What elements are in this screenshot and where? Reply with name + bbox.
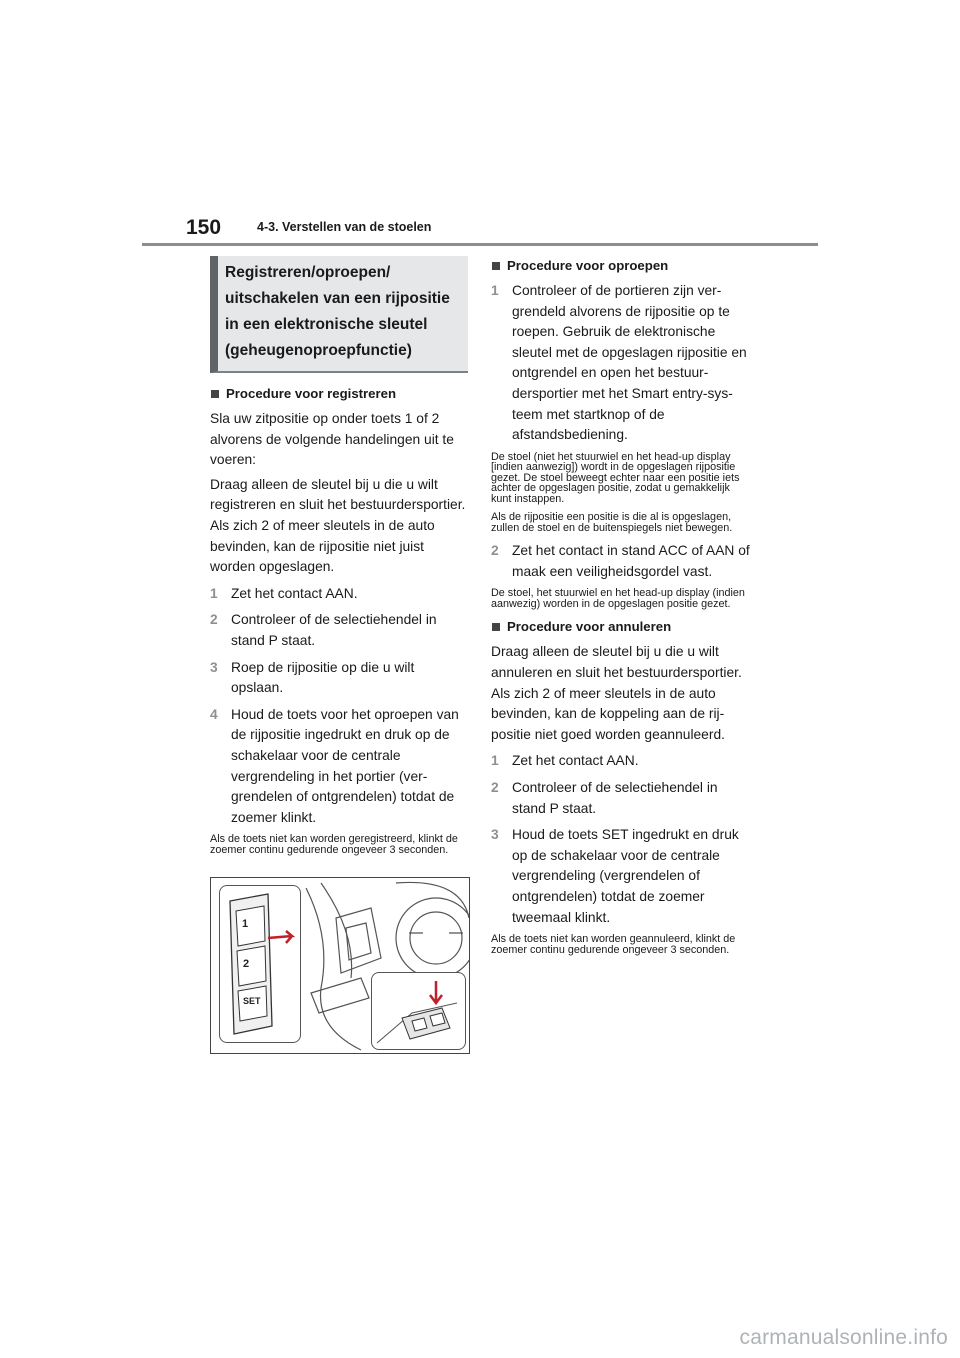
recall-note: Als de rijpositie een positie is die al is opgeslagen, zullen de stoel en de buitenspiegels niet bewegen. — [491, 511, 733, 534]
right-column — [491, 256, 753, 963]
watermark: carmanualsonline.info — [739, 1326, 948, 1349]
step-text: Controleer of de selectiehendel in stand P staat. — [231, 612, 437, 648]
register-note: Als de toets niet kan worden geregistreerd, klinkt de zoemer continu gedurende ongeveer 3 seconden. — [210, 833, 458, 856]
topic-title-line: (geheugenoproepfunctie) — [225, 342, 412, 359]
lock-switch-inset — [371, 972, 466, 1050]
left-column — [210, 256, 468, 863]
step-text: Zet het contact AAN. — [231, 585, 358, 601]
recall-note: De stoel (niet het stuurwiel en het head-up display [indien aanwezig]) wordt in de opgeslagen rijpositie gezet. De stoel beweegt echter naar een positie iets achter de opgeslagen positie, zodat u gemakkelijk kunt instappen. — [491, 450, 740, 505]
square-bullet-icon — [492, 262, 500, 270]
cancel-note: Als de toets niet kan worden geannuleerd, klinkt de zoemer continu gedurende ongeveer 3 seconden. — [491, 933, 736, 956]
step-number: 3 — [210, 659, 218, 675]
register-intro: Sla uw zitpositie op onder toets 1 of 2 alvorens de volgende handelingen uit te voeren: — [210, 411, 454, 468]
register-intro: Draag alleen de sleutel bij u die u wilt registreren en sluit het bestuurdersportier. — [210, 476, 466, 513]
step-text: Zet het contact in stand ACC of AAN of maak een veiligheidsgordel vast. — [512, 543, 750, 579]
square-bullet-icon — [492, 623, 500, 631]
step-text: Houd de toets voor het oproepen van de rijpositie ingedrukt en druk op de schakelaar voor de centrale vergrendeling in het portier (vergrendelen of ontgrendelen) totdat de zoemer klinkt. — [231, 706, 459, 825]
register-step — [210, 584, 468, 605]
recall-heading: Procedure voor oproepen — [491, 256, 753, 276]
topic-title-line: in een elektronische sleutel — [225, 316, 428, 333]
recall-step — [491, 541, 753, 582]
step-number: 1 — [491, 753, 499, 769]
step-number: 2 — [210, 612, 218, 628]
step-number: 2 — [491, 780, 499, 795]
step-number: 4 — [210, 706, 218, 722]
memory-buttons-inset — [219, 885, 301, 1043]
cancel-step — [491, 751, 753, 772]
lock-switch-drawing — [372, 973, 465, 1049]
register-step — [210, 610, 468, 651]
cancel-intro: Draag alleen de sleutel bij u die u wilt annuleren en sluit het bestuurdersportier. — [491, 644, 742, 681]
step-number: 1 — [491, 283, 499, 298]
cancel-step — [491, 825, 753, 928]
recall-step — [491, 281, 753, 446]
register-step — [210, 658, 468, 699]
recall-note: De stoel, het stuurwiel en het head-up display (indien aanwezig) worden in de opgeslagen positie gezet. — [491, 587, 745, 610]
topic-title-line: Registreren/oproepen/ — [225, 264, 391, 281]
register-step — [210, 705, 468, 829]
register-heading: Procedure voor registreren — [210, 384, 468, 404]
topic-title-line: uitschakelen van een rijpositie — [225, 290, 450, 307]
memory-button-set: SET — [243, 996, 261, 1006]
step-number: 3 — [491, 827, 499, 843]
cancel-intro: Als zich 2 of meer sleutels in de auto bevinden, kan de koppeling aan de rijpositie niet goed worden geannuleerd. — [491, 685, 725, 742]
step-number: 1 — [210, 585, 218, 601]
cancel-heading: Procedure voor annuleren — [491, 617, 753, 637]
step-text: Houd de toets SET ingedrukt en druk op de schakelaar voor de centrale vergrendeling (vergrendelen of ontgrendelen) totdat de zoemer tweemaal klinkt. — [512, 827, 739, 925]
topic-title-box — [210, 256, 468, 373]
square-bullet-icon — [211, 390, 219, 398]
step-text: Zet het contact AAN. — [512, 753, 639, 769]
memory-buttons-drawing — [220, 886, 300, 1042]
memory-switch-illustration — [210, 877, 470, 1054]
step-text: Controleer of de selectiehendel in stand P staat. — [512, 780, 718, 816]
memory-button-2: 2 — [243, 958, 250, 970]
step-text: Controleer of de portieren zijn vergrendeld alvorens de rijpositie op te roepen. Gebruik de elektronische sleutel met de opgeslagen rijpositie en ontgrendel en open het bestuurdersportier met het Smart entry-systeem met startknop of de afstandsbediening. — [512, 283, 747, 443]
step-number: 2 — [491, 543, 499, 559]
section-title: 4-3. Verstellen van de stoelen — [257, 220, 432, 234]
cancel-step — [491, 778, 753, 819]
memory-button-1: 1 — [242, 918, 249, 930]
page-number: 150 — [186, 216, 222, 239]
step-text: Roep de rijpositie op die u wilt opslaan. — [231, 659, 415, 696]
register-intro: Als zich 2 of meer sleutels in de auto bevinden, kan de rijpositie niet juist worden opgeslagen. — [210, 517, 435, 575]
header-divider — [142, 243, 818, 246]
